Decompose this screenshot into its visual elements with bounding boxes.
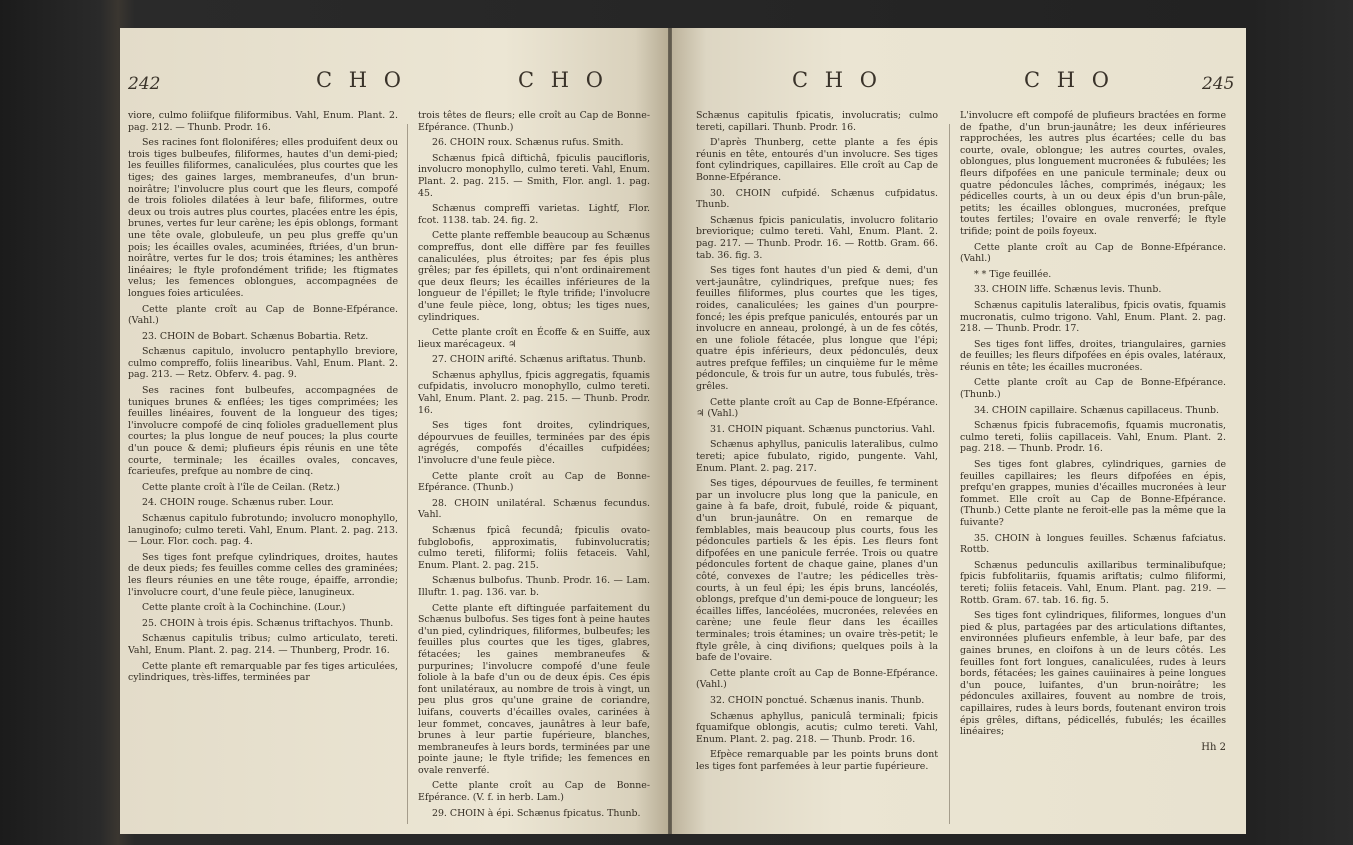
column-rule <box>949 124 950 824</box>
running-head-right: C H O <box>518 68 608 92</box>
paragraph: Schænus capitulis lateralibus, fpicis ovatis, fquamis mucronatis, culmo trigono. Vahl, Enum. Plant. 2. pag. 218. — Thunb. Prodr. 17. <box>960 299 1226 335</box>
paragraph: Schænus fpicâ diftichâ, fpiculis paucifloris, involucro monophyllo, culmo tereti. Vahl, Enum. Plant. 2. pag. 215. — Smith, Flor. angl. 1. pag. 45. <box>418 152 650 199</box>
paragraph: Ses tiges font liffes, droites, triangulaires, garnies de feuilles; les fleurs difpofées en épis ovales, latéraux, réunis en tête; les écailles mucronées. <box>960 338 1226 373</box>
paragraph: 35. CHOIN à longues feuilles. Schænus fafciatus. Rottb. <box>960 532 1226 556</box>
paragraph: Schænus fpicis fubracemofis, fquamis mucronatis, culmo tereti, foliis capillaceis. Vahl, Enum. Plant. 2. pag. 218. — Thunb. Prodr. 16. <box>960 420 1226 455</box>
paragraph: Ses tiges, dépourvues de feuilles, fe terminent par un involucre plus long que la panicule, en gaine à fa bafe, droit, fubulé, roide & piquant, d'un brun-jaunâtre. On en remarque de femblables, mais beaucoup plus courts, fous les pédoncules partiels & les épis. Les fleurs font difpofées en une panicule ferrée. Trois ou quatre pédoncules fortent de chaque gaine, planes d'un côté, convexes de l'autre; les pédicelles très-courts, à un feul épi; les épis bruns, lancéolés, oblongs, prefque d'un demi-pouce de longueur; les écailles liffes, lancéolées, mucronées, relevées en carène; une feule fleur dans les écailles terminales; trois étamines; un ovaire très-petit; le ftyle grêle, à cinq divifions; quelques poils à la bafe de l'ovaire. <box>696 478 938 664</box>
paragraph: 24. CHOIN rouge. Schænus ruber. Lour. <box>142 497 334 509</box>
paragraph: L'involucre eft compofé de plufieurs bractées en forme de fpathe, d'un brun-jaunâtre; les deux inférieures rapprochées, les autres plus écartées; celle du bas courte, ovale, oblongue; les autres courtes, ovales, oblongues, plus longuement mucronées & fubulées; les fleurs difpofées en une panicule terminale; deux ou quatre pédoncules lâches, comprimés, inégaux; les pédicelles courts, à un ou deux épis d'un brun-pâle, petits; les écailles oblongues, mucronées, prefque toutes fertiles; l'ovaire en ovale renverfé; le ftyle trifide; point de poils foyeux. <box>960 110 1226 237</box>
paragraph: 31. CHOIN piquant. Schænus punctorius. Vahl. <box>710 423 936 435</box>
paragraph: 30. CHOIN cufpidé. Schænus cufpidatus. Thunb. <box>696 187 938 211</box>
paragraph: Ses tiges font glabres, cylindriques, garnies de feuilles capillaires; les fleurs difpofées en épis, prefqu'en grappes, munies d'écailles mucronées à leur fommet. Elle croît au Cap de Bonne-Efpérance. (Thunb.) Cette plante ne feroit-elle pas la même que la fuivante? <box>960 459 1226 528</box>
paragraph: viore, culmo foliifque filiformibus. Vahl, Enum. Plant. 2. pag. 212. — Thunb. Prodr. 16. <box>128 110 398 133</box>
paragraph: 33. CHOIN liffe. Schænus levis. Thunb. <box>974 284 1162 296</box>
paragraph: Schænus bulbofus. Thunb. Prodr. 16. — Lam. Illuftr. 1. pag. 136. var. b. <box>418 575 650 598</box>
signature-mark: Hh 2 <box>1201 741 1226 753</box>
paragraph: Cette plante croît au Cap de Bonne-Efpérance. ♃ (Vahl.) <box>696 396 938 420</box>
paragraph: Cette plante reffemble beaucoup au Schænus compreffus, dont elle diffère par fes feuilles canaliculées, plus étroites; par fes épis plus grêles; par fes épillets, qui n'ont ordinairement que deux fleurs; les écailles inférieures de la longueur de l'épillet; le ftyle trifide; l'involucre d'une feule pièce, long, obtus; les tiges nues, cylindriques. <box>418 230 650 323</box>
paragraph: 32. CHOIN ponctué. Schænus inanis. Thunb. <box>710 694 925 706</box>
paragraph: Cette plante croît au Cap de Bonne-Efpérance. (Vahl.) <box>128 303 398 327</box>
paragraph: 34. CHOIN capillaire. Schænus capillaceus. Thunb. <box>974 404 1219 416</box>
paragraph: Ses tiges font droites, cylindriques, dépourvues de feuilles, terminées par des épis agrégés, compofés d'écailles cufpidées; l'involucre d'une feule pièce. <box>418 420 650 467</box>
paragraph: Cette plante croît à la Cochinchine. (Lour.) <box>142 602 346 614</box>
paragraph: Cette plante croît au Cap de Bonne-Efpérance. (Vahl.) <box>960 241 1226 265</box>
paragraph: Schænus capitulo, involucro pentaphyllo breviore, culmo compreffo, foliis linearibus. Vahl, Enum. Plant. 2. pag. 213. — Retz. Obferv. 4. pag. 9. <box>128 346 398 381</box>
paragraph: Ses racines font floloniféres; elles produifent deux ou trois tiges bulbeufes, filiformes, hautes d'un demi-pied; les feuilles filiformes, canaliculées, plus courtes que les tiges; des gaines larges, membraneufes, d'un brun-noirâtre; l'involucre plus court que les fleurs, compofé de trois folioles dilatées à leur bafe, filiformes, outre deux ou trois autres plus courtes, placées entre les épis, brunes, vertes fur leur carène; les épis oblongs, formant une tête ovale, globuleufe, un peu plus greffe qu'un pois; les écailles ovales, acuminées, ftriées, d'un brun-noirâtre, vertes fur le dos; trois étamines; les anthères linéaires; le ftyle profondément trifide; les ftigmates velus; les femences oblongues, accompagnées de longues foies articulées. <box>128 137 398 299</box>
paragraph: Schænus capitulis tribus; culmo articulato, tereti. Vahl, Enum. Plant. 2. pag. 214. — Thunberg, Prodr. 16. <box>128 633 398 656</box>
text-column-1 <box>696 110 938 830</box>
paragraph: D'après Thunberg, cette plante a fes épis réunis en tête, entourés d'un involucre. Ses tiges font cylindriques, capillaires. Elle croît au Cap de Bonne-Efpérance. <box>696 137 938 183</box>
running-head-right: C H O <box>1024 68 1114 92</box>
paragraph: Schænus capitulo fubrotundo; involucro monophyllo, lanuginofo; culmo tereti. Vahl, Enum. Plant. 2. pag. 213. — Lour. Flor. coch. pag. 4. <box>128 513 398 548</box>
paragraph: Cette plante eft remarquable par fes tiges articulées, cylindriques, très-liffes, terminées par <box>128 660 398 684</box>
paragraph: Schænus aphyllus, paniculâ terminali; fpicis fquamifque oblongis, acutis; culmo tereti. Vahl, Enum. Plant. 2. pag. 218. — Thunb. Prodr. 16. <box>696 710 938 745</box>
column-rule <box>407 124 408 824</box>
text-column-2 <box>418 110 650 830</box>
text-column-1 <box>128 110 398 830</box>
paragraph: Cette plante croît au Cap de Bonne-Efpérance. (Vahl.) <box>696 667 938 691</box>
running-head-left: C H O <box>316 68 406 92</box>
paragraph: Ses tiges font prefque cylindriques, droites, hautes de deux pieds; fes feuilles comme celles des graminées; les fleurs réunies en une tête rouge, épaiffe, arrondie; l'involucre court, d'une feule pièce, lanugineux. <box>128 551 398 598</box>
paragraph: 23. CHOIN de Bobart. Schænus Bobartia. Retz. <box>142 330 369 342</box>
paragraph: Efpèce remarquable par les points bruns dont les tiges font parfemées à leur partie fupérieure. <box>696 749 938 772</box>
paragraph: 29. CHOIN à épi. Schænus fpicatus. Thunb. <box>432 807 641 819</box>
right-page <box>672 28 1246 834</box>
paragraph: Schænus fpicâ fecundâ; fpiculis ovato-fubglobofis, approximatis, fubinvolucratis; culmo tereti, filiformi; foliis fetaceis. Vahl, Enum. Plant. 2. pag. 215. <box>418 525 650 571</box>
paragraph: * * Tige feuillée. <box>974 268 1052 280</box>
paragraph: 26. CHOIN roux. Schænus rufus. Smith. <box>432 137 624 149</box>
text-column-2 <box>960 110 1226 830</box>
running-head-left: C H O <box>792 68 882 92</box>
paragraph: trois têtes de fleurs; elle croît au Cap de Bonne-Efpérance. (Thunb.) <box>418 110 650 133</box>
paragraph: Ses tiges font cylindriques, filiformes, longues d'un pied & plus, partagées par des articulations diftantes, environnées plufieurs enfemble, à leur bafe, par des gaines brunes, en cloifons à un de leurs côtés. Les feuilles font fort longues, canaliculées, rudes à leurs bords, fétacées; les gaines cauiinaires à peine longues d'un pouce, luifantes, d'un brun-noirâtre; les pédoncules axillaires, fouvent au nombre de trois, capillaires, rudes à leurs bords, foutenant environ trois épis grêles, diftans, pédicellés, fubulés; les écailles linéaires; <box>960 610 1226 738</box>
paragraph: 27. CHOIN arifté. Schænus ariftatus. Thunb. <box>432 354 646 366</box>
paragraph: Cette plante croît au Cap de Bonne-Efpérance. (Thunb.) <box>418 470 650 494</box>
left-page <box>120 28 668 834</box>
paragraph: Schænus fpicis paniculatis, involucro folitario breviorique; culmo tereti. Vahl, Enum. Plant. 2. pag. 217. — Thunb. Prodr. 16. — Rottb. Gram. 66. tab. 36. fig. 3. <box>696 214 938 261</box>
paragraph: Ses tiges font hautes d'un pied & demi, d'un vert-jaunâtre, cylindriques, prefque nues; fes feuilles filiformes, plus courtes que les tiges, roides, canaliculées; les gaines d'un pourpre-foncé; les épis prefque paniculés, entourés par un involucre en anneau, prolongé, à un de fes côtés, en une foliole fétacée, plus longue que l'épi; quatre épis inférieurs, deux pédonculés, deux autres prefque feffiles; un cinquième fur le même pédoncule, & trois fur un autre, tous fubulés, très-grêles. <box>696 265 938 393</box>
paragraph: 25. CHOIN à trois épis. Schænus triftachyos. Thunb. <box>142 617 394 629</box>
paragraph: Cette plante croît en Écoffe & en Suiffe, aux lieux marécageux. ♃ <box>418 327 650 350</box>
paragraph: Ses racines font bulbeufes, accompagnées de tuniques brunes & enflées; les tiges comprimées; les feuilles linéaires, fouvent de la longueur des tiges; l'involucre compofé de cinq folioles graduellement plus courtes; la plus longue de neuf pouces; la plus courte d'un pouce & demi; plufieurs épis réunis en une tête courte, terminale; les écailles ovales, concaves, fcarieufes, prefque au nombre de cinq. <box>128 385 398 478</box>
paragraph: Schænus capitulis fpicatis, involucratis; culmo tereti, capillari. Thunb. Prodr. 16. <box>696 110 938 133</box>
paragraph: Schænus aphyllus, paniculis lateralibus, culmo tereti; apice fubulato, rigido, pungente. Vahl, Enum. Plant. 2. pag. 217. <box>696 439 938 474</box>
page-number: 245 <box>1202 74 1235 94</box>
paragraph: Cette plante croît au Cap de Bonne-Efpérance. (Thunb.) <box>960 377 1226 401</box>
paragraph: Cette plante eft diftinguée parfaitement du Schænus bulbofus. Ses tiges font à peine hautes d'un pied, cylindriques, filiformes, bulbeufes; les feuilles plus courtes que les tiges, glabres, fétacées; les gaines membraneufes & purpurines; l'involucre compofé d'une feule foliole à la bafe d'un ou de deux épis. Ces épis font unilatéraux, au nombre de trois à vingt, un peu plus gros qu'une graine de coriandre, luifans, couverts d'écailles ovales, carinées à leur fommet, concaves, jaunâtres à leur bafe, brunes à leur partie fupérieure, blanches, membraneufes à leurs bords, terminées par une pointe jaune; le ftyle trifide; les femences en ovale renverfé. <box>418 602 650 776</box>
paragraph: Schænus aphyllus, fpicis aggregatis, fquamis cufpidatis, involucro monophyllo, culmo tereti. Vahl, Enum. Plant. 2. pag. 215. — Thunb. Prodr. 16. <box>418 369 650 416</box>
page-number: 242 <box>128 74 161 94</box>
paragraph: Cette plante croît au Cap de Bonne-Efpérance. (V. f. in herb. Lam.) <box>418 780 650 804</box>
paragraph: 28. CHOIN unilatéral. Schænus fecundus. Vahl. <box>418 497 650 521</box>
paragraph: Schænus compreffi varietas. Lightf, Flor. fcot. 1138. tab. 24. fig. 2. <box>418 203 650 226</box>
paragraph: Cette plante croît à l'île de Ceilan. (Retz.) <box>142 481 340 493</box>
paragraph: Schænus pedunculis axillaribus terminalibufque; fpicis fubfolitariis, fquamis ariftatis; culmo filiformi, tereti; foliis fetaceis. Vahl, Enum. Plant. pag. 219. — Rottb. Gram. 67. tab. 16. fig. 5. <box>960 559 1226 606</box>
